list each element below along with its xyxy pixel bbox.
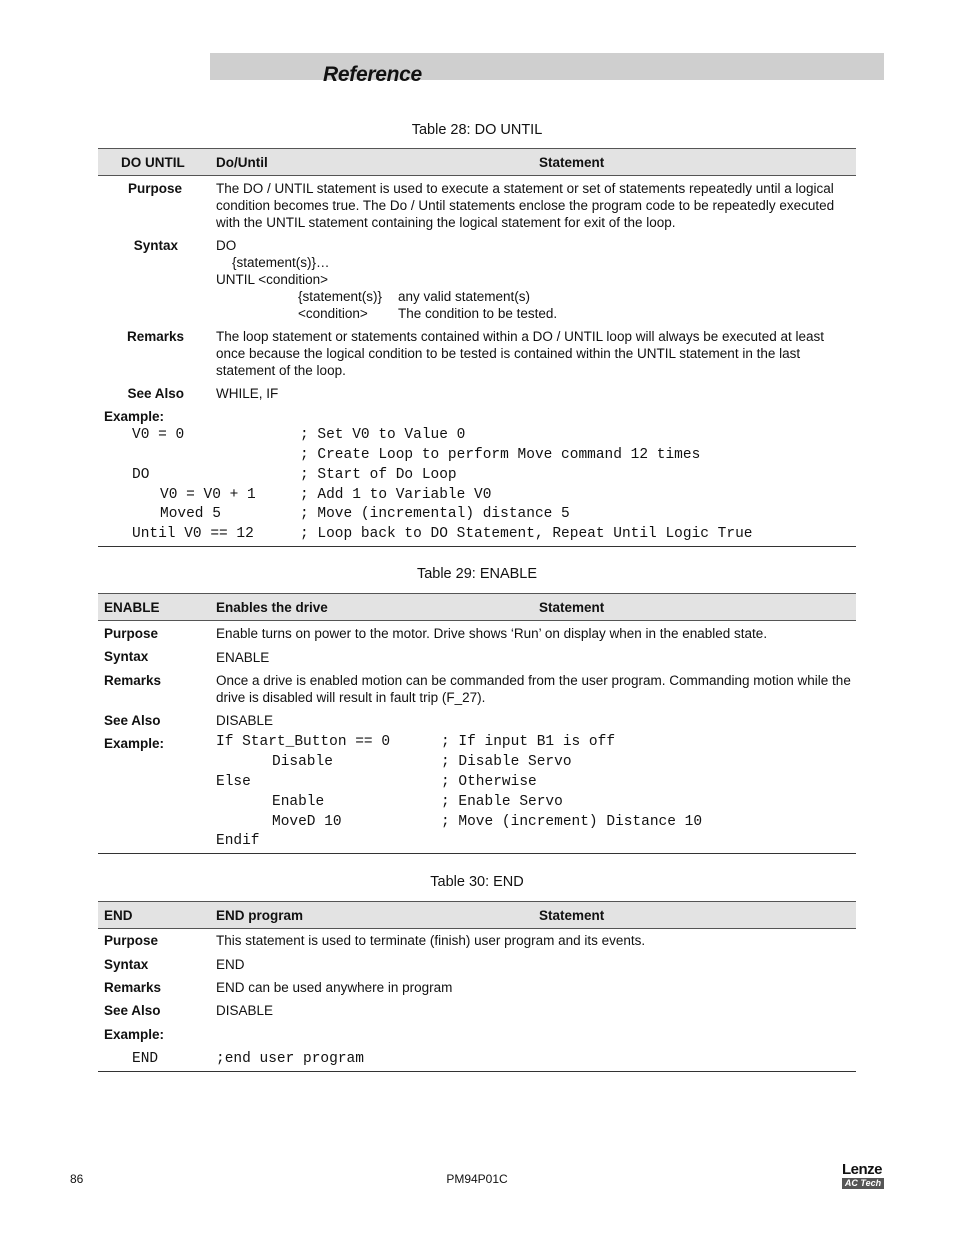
table-header-cell: Statement: [539, 908, 605, 923]
syntax-text: END: [216, 957, 245, 972]
see-also-label: See Also: [104, 713, 161, 728]
remarks-label: Remarks: [104, 980, 162, 995]
table-29-header: [98, 593, 856, 621]
code-line: If Start_Button == 0: [216, 734, 391, 750]
syntax-param-name: <condition>: [298, 306, 368, 321]
code-comment: ; Add 1 to Variable V0: [300, 487, 492, 503]
code-line: Enable: [272, 794, 325, 810]
remarks-label: Remarks: [104, 673, 162, 688]
table-bottom-rule: [98, 546, 856, 547]
document-id: PM94P01C: [446, 1172, 508, 1186]
purpose-text: Enable turns on power to the motor. Drive shows ‘Run’ on display when in the enabled state.: [216, 626, 768, 641]
section-title: Reference: [323, 63, 422, 86]
purpose-text: The DO / UNTIL statement is used to execute a statement or set of statements repeatedly until a logical condition becomes true. The Do / Until statements enclose the program code to be repeatedly executed with the UNTIL statement containing the logical statement for exit of the loop.: [216, 181, 835, 230]
code-comment: ; Loop back to DO Statement, Repeat Until Logic True: [300, 526, 753, 542]
remarks-label: Remarks: [126, 329, 184, 344]
syntax-text: ENABLE: [216, 650, 270, 665]
see-also-text: WHILE, IF: [216, 386, 279, 401]
syntax-param-name: {statement(s)}: [298, 289, 383, 304]
syntax-param-desc: any valid statement(s): [398, 289, 531, 304]
code-comment: ; If input B1 is off: [441, 734, 616, 750]
see-also-text: DISABLE: [216, 713, 274, 728]
syntax-param-desc: The condition to be tested.: [398, 306, 558, 321]
table-header-cell: Enables the drive: [216, 600, 328, 615]
remarks-text: END can be used anywhere in program: [216, 980, 453, 995]
table-28-header: [98, 148, 856, 176]
code-comment: ; Enable Servo: [441, 794, 563, 810]
code-line: Else: [216, 774, 251, 790]
purpose-text: This statement is used to terminate (finish) user program and its events.: [216, 933, 646, 948]
code-line: Endif: [216, 833, 260, 849]
remarks-text: The loop statement or statements contained within a DO / UNTIL loop will always be executed at least once because the logical condition to be tested is contained within the UNTIL statement in the last statement of the loop.: [216, 329, 825, 378]
code-comment: ; Set V0 to Value 0: [300, 427, 466, 443]
syntax-label: Syntax: [104, 649, 149, 664]
example-label: Example:: [104, 1027, 165, 1042]
code-comment: ; Move (increment) Distance 10: [441, 814, 703, 830]
table-bottom-rule: [98, 1071, 856, 1072]
syntax-line: {statement(s)}…: [232, 255, 330, 270]
table-header-cell: ENABLE: [104, 600, 160, 615]
table-bottom-rule: [98, 853, 856, 854]
purpose-label: Purpose: [127, 181, 182, 196]
code-comment: ; Move (incremental) distance 5: [300, 506, 570, 522]
code-comment: ; Create Loop to perform Move command 12 times: [300, 447, 701, 463]
header-bar: [210, 53, 884, 80]
logo-subbrand: AC Tech: [842, 1178, 884, 1189]
code-line: V0 = V0 + 1: [160, 487, 256, 503]
lenze-logo: [842, 1162, 886, 1189]
logo-wordmark: Lenze: [842, 1161, 883, 1178]
syntax-line: UNTIL <condition>: [216, 272, 329, 287]
remarks-text: Once a drive is enabled motion can be commanded from the user program. Commanding motion while the drive is disabled will result in fault trip (F_27).: [216, 673, 851, 705]
table-header-cell: DO UNTIL: [121, 155, 185, 170]
purpose-label: Purpose: [104, 933, 159, 948]
code-line: Moved 5: [160, 506, 221, 522]
table-header-cell: Statement: [539, 600, 605, 615]
table-header-cell: END: [104, 908, 133, 923]
table-header-cell: Do/Until: [216, 155, 268, 170]
table-28-caption: Table 28: DO UNTIL: [411, 122, 543, 138]
code-line: Disable: [272, 754, 333, 770]
table-29-caption: Table 29: ENABLE: [416, 566, 538, 582]
see-also-label: See Also: [127, 386, 184, 401]
code-comment: ;end user program: [216, 1051, 364, 1067]
see-also-text: DISABLE: [216, 1003, 274, 1018]
code-comment: ; Disable Servo: [441, 754, 572, 770]
table-header-cell: Statement: [539, 155, 605, 170]
code-line: DO: [132, 467, 150, 483]
table-30-caption: Table 30: END: [430, 874, 524, 890]
see-also-label: See Also: [104, 1003, 161, 1018]
code-line: V0 = 0: [132, 427, 185, 443]
table-30-header: [98, 901, 856, 929]
table-header-cell: END program: [216, 908, 304, 923]
code-line: END: [132, 1051, 159, 1067]
code-comment: ; Start of Do Loop: [300, 467, 457, 483]
code-line: Until V0 == 12: [132, 526, 254, 542]
code-line: MoveD 10: [272, 814, 342, 830]
page-number: 86: [70, 1172, 84, 1186]
purpose-label: Purpose: [104, 626, 159, 641]
syntax-line: DO: [216, 238, 237, 253]
example-label: Example:: [104, 736, 165, 751]
code-comment: ; Otherwise: [441, 774, 537, 790]
syntax-label: Syntax: [104, 957, 149, 972]
example-label: Example:: [104, 409, 165, 424]
syntax-label: Syntax: [133, 238, 178, 253]
